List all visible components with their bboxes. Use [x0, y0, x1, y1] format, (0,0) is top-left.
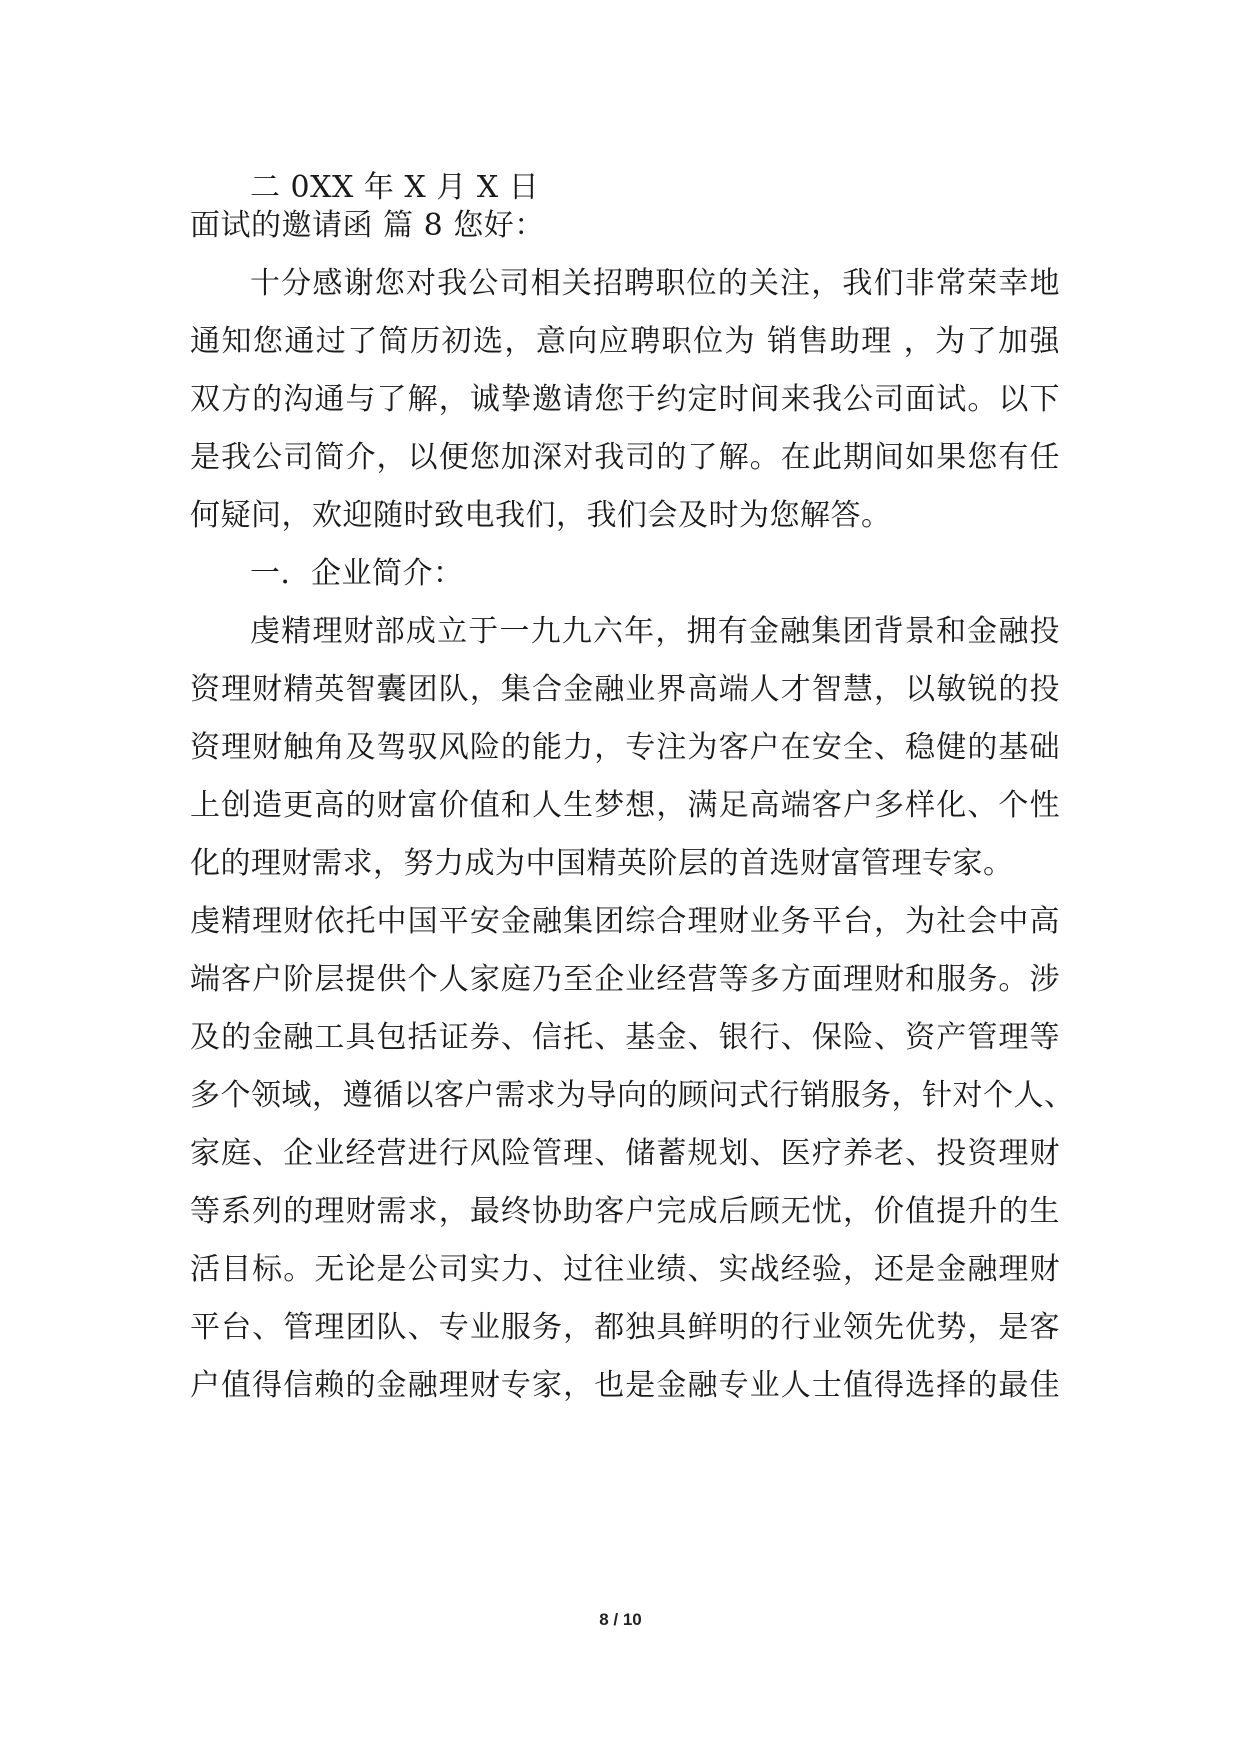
letter-heading: 面试的邀请函 篇 8 您好： [190, 208, 545, 243]
paragraph-line: 虔精理财依托中国平安金融集团综合理财业务平台，为社会中高 [190, 904, 1060, 939]
paragraph-line: 平台、管理团队、专业服务，都独具鲜明的行业领先优势，是客 [190, 1310, 1060, 1345]
paragraph-line: 虔精理财部成立于一九九六年，拥有金融集团背景和金融投 [250, 614, 1060, 649]
paragraph-line: 化的理财需求，努力成为中国精英阶层的首选财富管理专家。 [190, 846, 1014, 881]
paragraph-line: 等系列的理财需求，最终协助客户完成后顾无忧，价值提升的生 [190, 1194, 1060, 1229]
paragraph-line: 端客户阶层提供个人家庭乃至企业经营等多方面理财和服务。涉 [190, 962, 1060, 997]
paragraph-line: 双方的沟通与了解，诚挚邀请您于约定时间来我公司面试。以下 [190, 382, 1060, 417]
paragraph-line: 户值得信赖的金融理财专家，也是金融专业人士值得选择的最佳 [190, 1368, 1060, 1403]
section-title: 一．企业简介： [250, 556, 464, 591]
paragraph-line: 是我公司简介，以便您加深对我司的了解。在此期间如果您有任 [190, 440, 1060, 475]
page-number: 8 / 10 [599, 1610, 642, 1629]
paragraph-line: 资理财精英智囊团队，集合金融业界高端人才智慧，以敏锐的投 [190, 672, 1060, 707]
paragraph-line: 十分感谢您对我公司相关招聘职位的关注，我们非常荣幸地 [250, 266, 1060, 301]
paragraph-line: 何疑问，欢迎随时致电我们，我们会及时为您解答。 [190, 498, 892, 533]
paragraph-line: 及的金融工具包括证券、信托、基金、银行、保险、资产管理等 [190, 1020, 1060, 1055]
paragraph-line: 活目标。无论是公司实力、过往业绩、实战经验，还是金融理财 [190, 1252, 1060, 1287]
paragraph-line: 资理财触角及驾驭风险的能力，专注为客户在安全、稳健的基础 [190, 730, 1060, 765]
paragraph-line: 家庭、企业经营进行风险管理、储蓄规划、医疗养老、投资理财 [190, 1136, 1060, 1171]
paragraph-line: 多个领域，遵循以客户需求为导向的顾问式行销服务，针对个人、 [190, 1078, 1075, 1113]
date-line: 二 0XX 年 X 月 X 日 [250, 170, 540, 205]
paragraph-line: 通知您通过了简历初选，意向应聘职位为 销售助理 ，为了加强 [190, 324, 1060, 359]
paragraph-line: 上创造更高的财富价值和人生梦想，满足高端客户多样化、个性 [190, 788, 1060, 823]
